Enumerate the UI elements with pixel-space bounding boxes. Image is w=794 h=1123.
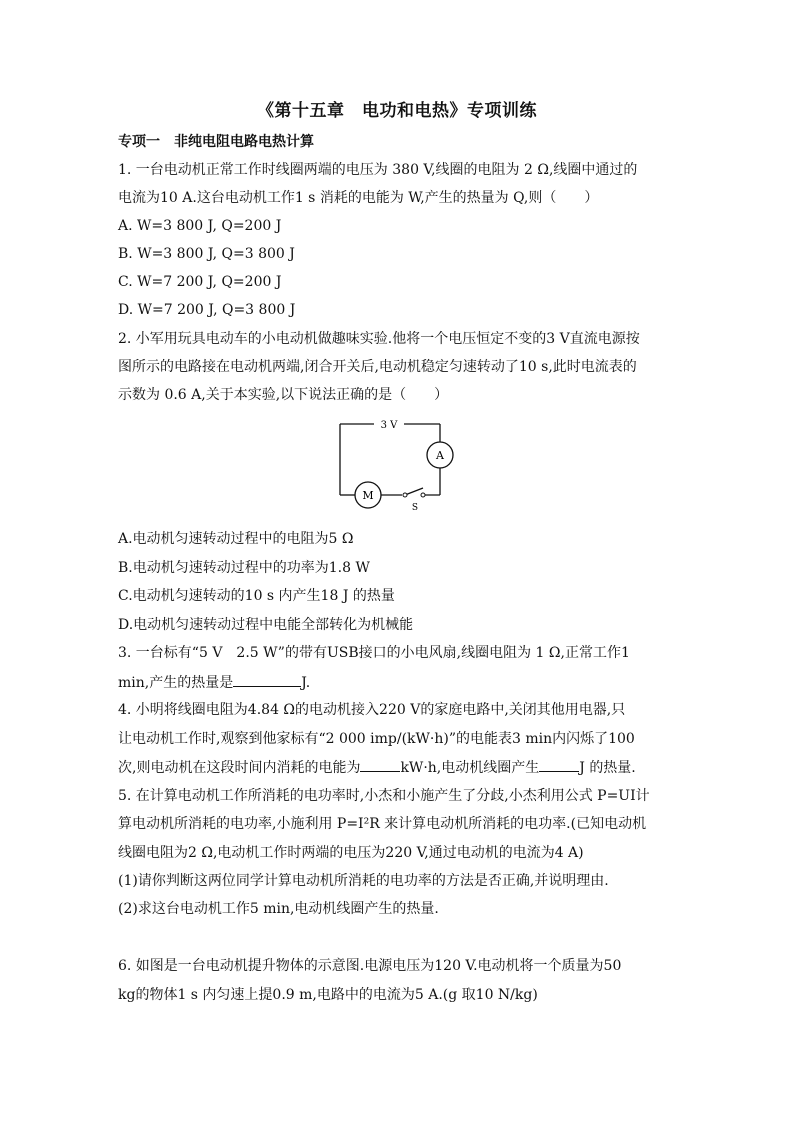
q1-option-d: D. W=7 200 J, Q=3 800 J: [118, 302, 296, 318]
q6-line2: kg的物体1 s 内匀速上提0.9 m,电路中的电流为5 A.(g 取10 N/kg): [118, 987, 538, 1003]
q3-line1: 3. 一台标有“5 V 2.5 W”的带有USB接口的小电风扇,线圈电阻为 1 Ω,正常工作1: [118, 645, 630, 661]
q3-answer-blank[interactable]: [233, 672, 301, 687]
q1-line1: 1. 一台电动机正常工作时线圈两端的电压为 380 V,线圈的电阻为 2 Ω,线圈中通过的: [118, 162, 638, 178]
q1-option-b: B. W=3 800 J, Q=3 800 J: [118, 246, 295, 262]
q5-line3: 线圈电阻为2 Ω,电动机工作时两端的电压为220 V,通过电动机的电流为4 A): [118, 845, 584, 861]
q2-option-c: C.电动机匀速转动的10 s 内产生18 J 的热量: [118, 588, 395, 604]
switch-contact-right: [421, 493, 425, 497]
q4-line2: 让电动机工作时,观察到他家标有“2 000 imp/(kW·h)”的电能表3 min内闪烁了100: [118, 731, 635, 747]
q2-line3: 示数为 0.6 A,关于本实验,以下说法正确的是（ ）: [118, 387, 449, 403]
switch-blade: [405, 488, 423, 495]
circuit-diagram: [330, 412, 460, 516]
q1-option-c: C. W=7 200 J, Q=200 J: [118, 274, 282, 290]
q4-line3-end: J 的热量.: [579, 760, 636, 776]
motor-label: M: [362, 489, 374, 502]
q4-heat-blank[interactable]: [539, 757, 579, 772]
q3-line2-text: min,产生的热量是: [118, 675, 234, 691]
q4-energy-blank[interactable]: [360, 757, 400, 772]
q4-line3-text: 次,则电动机在这段时间内消耗的电能为: [118, 760, 361, 776]
q2-line2: 图所示的电路接在电动机两端,闭合开关后,电动机稳定匀速转动了10 s,此时电流表的: [118, 359, 637, 375]
q2-option-d: D.电动机匀速转动过程中电能全部转化为机械能: [118, 617, 414, 633]
switch-contact-left: [403, 493, 407, 497]
q2-option-a: A.电动机匀速转动过程中的电阻为5 Ω: [118, 531, 354, 547]
q4-line3: [118, 757, 636, 778]
q1-option-a: A. W=3 800 J, Q=200 J: [118, 218, 282, 234]
q4-line1: 4. 小明将线圈电阻为4.84 Ω的电动机接入220 V的家庭电路中,关闭其他用电器,只: [118, 702, 626, 718]
page-title: 《第十五章 电功和电热》专项训练: [257, 101, 537, 121]
switch-label: S: [411, 503, 419, 513]
q2-option-b: B.电动机匀速转动过程中的功率为1.8 W: [118, 560, 370, 576]
q2-line1: 2. 小军用玩具电动车的小电动机做趣味实验.他将一个电压恒定不变的3 V直流电源按: [118, 331, 640, 347]
q1-line2: 电流为10 A.这台电动机工作1 s 消耗的电能为 W,产生的热量为 Q,则（ ）: [118, 190, 599, 206]
q6-line1: 6. 如图是一台电动机提升物体的示意图.电源电压为120 V.电动机将一个质量为50: [118, 958, 622, 974]
q3-line2-unit: J.: [301, 675, 311, 691]
q5-sub2: (2)求这台电动机工作5 min,电动机线圈产生的热量.: [118, 901, 439, 917]
section-heading: 专项一 非纯电阻电路电热计算: [118, 134, 314, 150]
q5-sub1: (1)请你判断这两位同学计算电动机所消耗的电功率的方法是否正确,并说明理由.: [118, 873, 609, 889]
q3-line2: [118, 672, 310, 693]
ammeter-label: A: [436, 449, 444, 462]
q5-line2: 算电动机所消耗的电功率,小施利用 P=I²R 来计算电动机所消耗的电功率.(已知电动机: [118, 816, 647, 832]
q4-line3-mid: kW·h,电动机线圈产生: [400, 760, 540, 776]
q5-line1: 5. 在计算电动机工作所消耗的电功率时,小杰和小施产生了分歧,小杰利用公式 P=UI计: [118, 788, 650, 804]
source-label: 3 V: [380, 420, 398, 431]
